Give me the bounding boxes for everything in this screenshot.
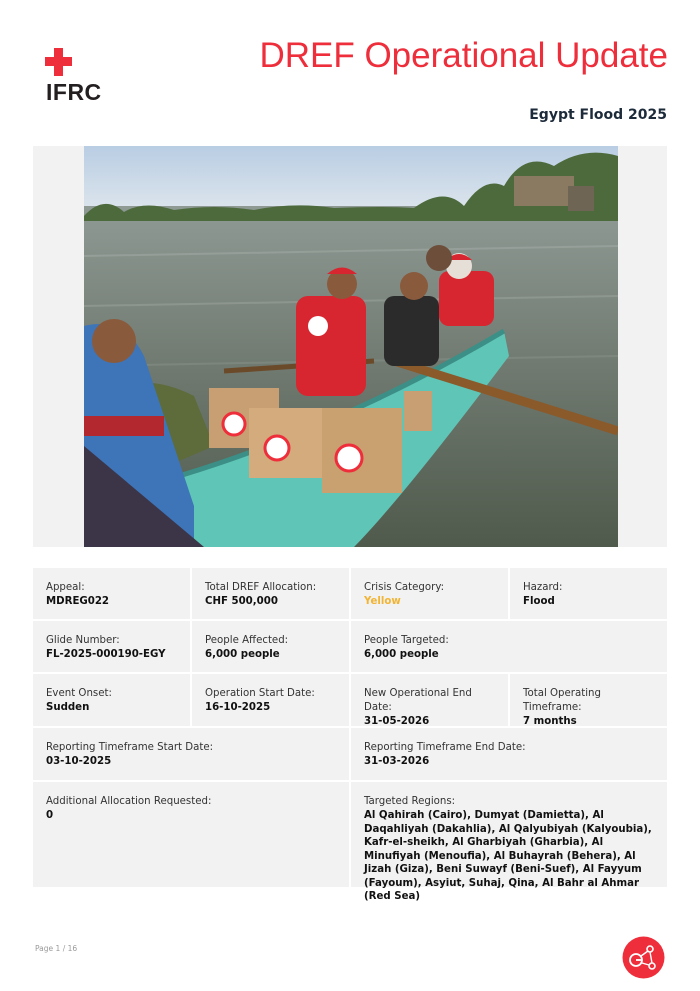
event-onset-value: Sudden	[46, 702, 90, 713]
cell-people-targeted	[351, 621, 667, 672]
cell-total-allocation	[192, 568, 349, 619]
cell-new-end-date	[351, 674, 508, 726]
cell-people-affected	[192, 621, 349, 672]
cell-additional-allocation	[33, 782, 349, 887]
reporting-start-label: Reporting Timeframe Start Date:	[46, 742, 214, 753]
reporting-start-value: 03-10-2025	[46, 756, 112, 767]
cell-appeal	[33, 568, 190, 619]
cell-reporting-start	[33, 728, 349, 780]
targeted-regions-label: Targeted Regions:	[364, 796, 456, 807]
glide-number-value: FL-2025-000190-EGY	[46, 649, 166, 660]
total-allocation-label: Total DREF Allocation:	[205, 582, 317, 593]
crisis-category-label: Crisis Category:	[364, 582, 445, 593]
cell-crisis-category	[351, 568, 508, 619]
crisis-category-value: Yellow	[364, 596, 401, 607]
total-timeframe-value: 7 months	[523, 716, 577, 727]
additional-allocation-value: 0	[46, 810, 54, 821]
hazard-value: Flood	[523, 596, 555, 607]
total-timeframe-label: Total Operating Timeframe:	[523, 688, 601, 713]
ifrc-logo	[45, 46, 107, 106]
cell-hazard	[510, 568, 667, 619]
additional-allocation-label: Additional Allocation Requested:	[46, 796, 212, 807]
cell-operation-start	[192, 674, 349, 726]
cell-reporting-end	[351, 728, 667, 780]
total-allocation-value: CHF 500,000	[205, 596, 278, 607]
appeal-label: Appeal:	[46, 582, 85, 593]
logo-text: IFRC	[46, 79, 102, 105]
glide-number-label: Glide Number:	[46, 635, 120, 646]
cross-crescent-icon	[45, 46, 107, 78]
people-affected-label: People Affected:	[205, 635, 289, 646]
boat-photo	[84, 146, 618, 547]
reporting-end-label: Reporting Timeframe End Date:	[364, 742, 526, 753]
targeted-regions-value: Al Qahirah (Cairo), Dumyat (Damietta), Al Daqahliyah (Dakahlia), Al Qalyubiyah (Kalyoubia), Kafr-el-sheikh, Al Gharbiyah (Gharbia), Al Minufiyah (Menoufia), Al Buhayrah (Behera), Al Jizah (Giza), Beni Suwayf (Beni-Suef), Al Fayyum (Fayoum), Asyiut, Suhaj, Qina, Al Bahr al Ahmar (Red Sea)	[364, 810, 652, 902]
operation-start-value: 16-10-2025	[205, 702, 271, 713]
page-subtitle: Egypt Flood 2025	[529, 107, 667, 123]
new-end-date-label: New Operational End Date:	[364, 688, 472, 713]
people-affected-value: 6,000 people	[205, 649, 280, 660]
hazard-label: Hazard:	[523, 582, 563, 593]
cell-targeted-regions	[351, 782, 667, 902]
page-number: Page 1 / 16	[35, 944, 78, 953]
event-onset-label: Event Onset:	[46, 688, 112, 699]
people-targeted-value: 6,000 people	[364, 649, 439, 660]
new-end-date-value: 31-05-2026	[364, 716, 430, 727]
people-targeted-label: People Targeted:	[364, 635, 449, 646]
cell-event-onset	[33, 674, 190, 726]
operation-start-label: Operation Start Date:	[205, 688, 315, 699]
ifrc-go-icon	[622, 936, 665, 979]
appeal-value: MDREG022	[46, 596, 110, 607]
reporting-end-value: 31-03-2026	[364, 756, 430, 767]
cell-total-timeframe	[510, 674, 667, 726]
photo-band	[33, 146, 667, 547]
cell-glide-number	[33, 621, 190, 672]
page-title: DREF Operational Update	[259, 36, 668, 75]
